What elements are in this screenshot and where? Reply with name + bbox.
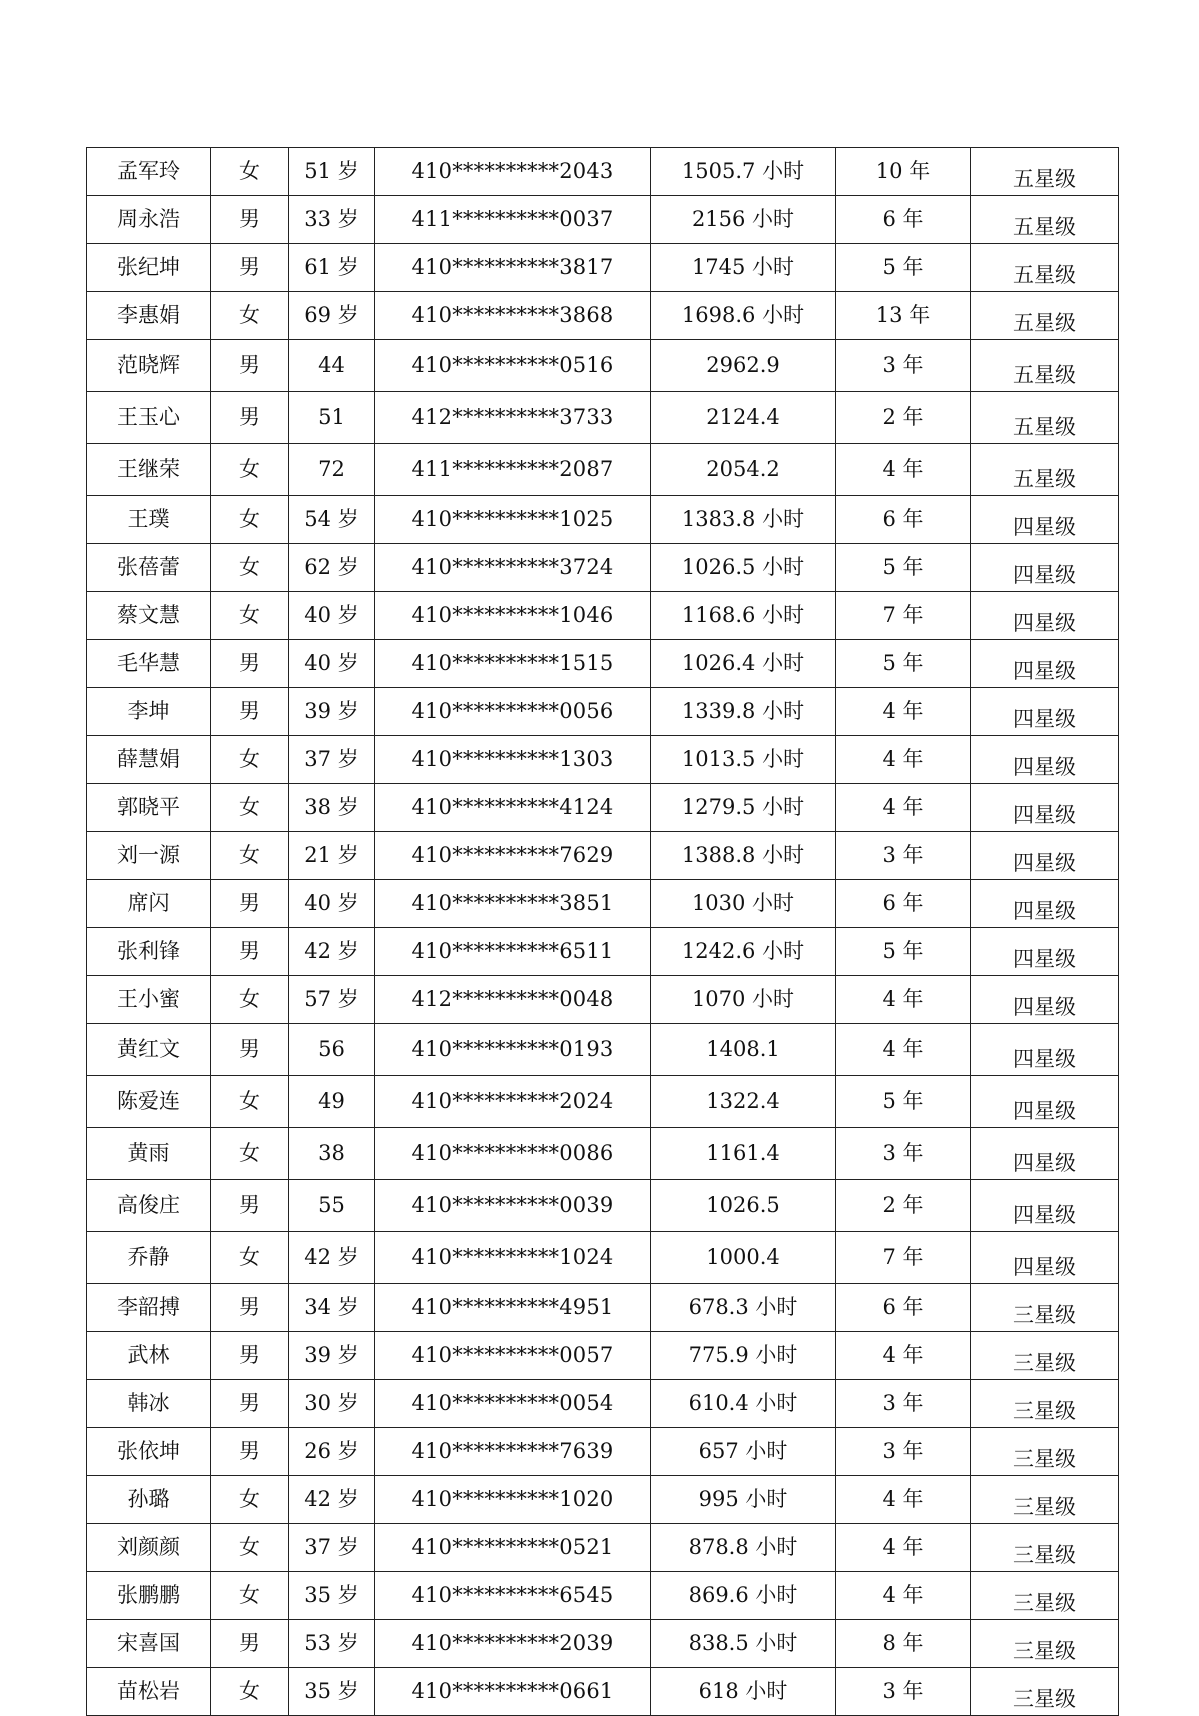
cell-service-years: 4 年 (836, 736, 971, 784)
cell-id-number: 410**********0516 (375, 340, 651, 392)
cell-gender: 男 (211, 1024, 289, 1076)
table-row (87, 784, 1119, 832)
cell-star-level: 五星级 (971, 292, 1119, 340)
cell-age: 72 (289, 444, 375, 496)
table-row (87, 1428, 1119, 1476)
cell-name: 毛华慧 (87, 640, 211, 688)
cell-age: 39 岁 (289, 688, 375, 736)
cell-service-years: 4 年 (836, 688, 971, 736)
cell-star-level: 四星级 (971, 688, 1119, 736)
cell-gender: 女 (211, 1668, 289, 1716)
cell-service-years: 5 年 (836, 1076, 971, 1128)
cell-id-number: 412**********0048 (375, 976, 651, 1024)
cell-service-years: 4 年 (836, 1476, 971, 1524)
cell-name: 王玉心 (87, 392, 211, 444)
cell-service-years: 5 年 (836, 928, 971, 976)
cell-id-number: 410**********1303 (375, 736, 651, 784)
cell-id-number: 410**********0661 (375, 1668, 651, 1716)
cell-service-years: 7 年 (836, 1232, 971, 1284)
cell-star-level: 四星级 (971, 592, 1119, 640)
cell-star-level: 五星级 (971, 392, 1119, 444)
table-row (87, 1024, 1119, 1076)
cell-id-number: 410**********4951 (375, 1284, 651, 1332)
cell-name: 孟军玲 (87, 148, 211, 196)
cell-gender: 女 (211, 1572, 289, 1620)
cell-star-level: 五星级 (971, 196, 1119, 244)
table-row (87, 392, 1119, 444)
cell-id-number: 412**********3733 (375, 392, 651, 444)
cell-age: 37 岁 (289, 736, 375, 784)
cell-service-hours: 1322.4 (651, 1076, 836, 1128)
cell-age: 30 岁 (289, 1380, 375, 1428)
cell-star-level: 三星级 (971, 1620, 1119, 1668)
table-row (87, 196, 1119, 244)
cell-id-number: 410**********0054 (375, 1380, 651, 1428)
cell-id-number: 410**********6511 (375, 928, 651, 976)
cell-name: 李坤 (87, 688, 211, 736)
cell-service-years: 2 年 (836, 1180, 971, 1232)
cell-gender: 女 (211, 976, 289, 1024)
cell-name: 陈爱连 (87, 1076, 211, 1128)
cell-name: 李韶搏 (87, 1284, 211, 1332)
cell-star-level: 四星级 (971, 496, 1119, 544)
cell-service-years: 2 年 (836, 392, 971, 444)
cell-name: 蔡文慧 (87, 592, 211, 640)
table-row (87, 244, 1119, 292)
cell-age: 49 (289, 1076, 375, 1128)
cell-star-level: 四星级 (971, 880, 1119, 928)
cell-service-years: 10 年 (836, 148, 971, 196)
cell-gender: 女 (211, 1524, 289, 1572)
cell-star-level: 三星级 (971, 1668, 1119, 1716)
cell-service-years: 4 年 (836, 784, 971, 832)
table-row (87, 1128, 1119, 1180)
cell-service-hours: 1026.4 小时 (651, 640, 836, 688)
cell-age: 42 岁 (289, 928, 375, 976)
cell-id-number: 410**********2043 (375, 148, 651, 196)
cell-id-number: 410**********7639 (375, 1428, 651, 1476)
cell-id-number: 410**********4124 (375, 784, 651, 832)
cell-service-hours: 1339.8 小时 (651, 688, 836, 736)
cell-gender: 男 (211, 1332, 289, 1380)
cell-age: 51 (289, 392, 375, 444)
volunteer-table-body (87, 148, 1119, 1716)
cell-age: 21 岁 (289, 832, 375, 880)
cell-star-level: 四星级 (971, 1180, 1119, 1232)
cell-age: 62 岁 (289, 544, 375, 592)
cell-service-years: 8 年 (836, 1620, 971, 1668)
cell-star-level: 三星级 (971, 1572, 1119, 1620)
cell-id-number: 410**********0056 (375, 688, 651, 736)
cell-service-years: 4 年 (836, 1024, 971, 1076)
cell-age: 55 (289, 1180, 375, 1232)
cell-service-hours: 618 小时 (651, 1668, 836, 1716)
cell-star-level: 三星级 (971, 1284, 1119, 1332)
cell-service-years: 6 年 (836, 880, 971, 928)
table-row (87, 1284, 1119, 1332)
cell-name: 刘一源 (87, 832, 211, 880)
cell-service-hours: 1408.1 (651, 1024, 836, 1076)
cell-service-hours: 869.6 小时 (651, 1572, 836, 1620)
cell-service-hours: 2124.4 (651, 392, 836, 444)
table-row (87, 340, 1119, 392)
table-row (87, 1076, 1119, 1128)
cell-name: 席闪 (87, 880, 211, 928)
cell-star-level: 五星级 (971, 340, 1119, 392)
cell-service-hours: 1026.5 小时 (651, 544, 836, 592)
cell-star-level: 三星级 (971, 1332, 1119, 1380)
table-row (87, 496, 1119, 544)
table-row (87, 880, 1119, 928)
cell-age: 35 岁 (289, 1668, 375, 1716)
table-row (87, 688, 1119, 736)
cell-service-hours: 1070 小时 (651, 976, 836, 1024)
cell-age: 42 岁 (289, 1232, 375, 1284)
cell-id-number: 410**********3868 (375, 292, 651, 340)
cell-service-hours: 1026.5 (651, 1180, 836, 1232)
cell-gender: 男 (211, 392, 289, 444)
cell-age: 69 岁 (289, 292, 375, 340)
cell-service-years: 3 年 (836, 1128, 971, 1180)
cell-star-level: 四星级 (971, 1024, 1119, 1076)
cell-age: 54 岁 (289, 496, 375, 544)
cell-id-number: 410**********2024 (375, 1076, 651, 1128)
cell-name: 范晓辉 (87, 340, 211, 392)
cell-age: 40 岁 (289, 640, 375, 688)
cell-age: 42 岁 (289, 1476, 375, 1524)
table-row (87, 928, 1119, 976)
cell-age: 57 岁 (289, 976, 375, 1024)
cell-age: 33 岁 (289, 196, 375, 244)
cell-name: 王璞 (87, 496, 211, 544)
cell-service-years: 5 年 (836, 640, 971, 688)
cell-gender: 女 (211, 592, 289, 640)
cell-service-hours: 1383.8 小时 (651, 496, 836, 544)
cell-gender: 男 (211, 1428, 289, 1476)
cell-age: 51 岁 (289, 148, 375, 196)
cell-name: 武林 (87, 1332, 211, 1380)
cell-name: 黄红文 (87, 1024, 211, 1076)
cell-id-number: 410**********3851 (375, 880, 651, 928)
cell-service-hours: 1388.8 小时 (651, 832, 836, 880)
cell-gender: 女 (211, 544, 289, 592)
cell-name: 张纪坤 (87, 244, 211, 292)
cell-star-level: 五星级 (971, 444, 1119, 496)
cell-gender: 女 (211, 736, 289, 784)
cell-service-hours: 657 小时 (651, 1428, 836, 1476)
cell-gender: 女 (211, 832, 289, 880)
cell-name: 刘颜颜 (87, 1524, 211, 1572)
table-row (87, 736, 1119, 784)
cell-name: 孙璐 (87, 1476, 211, 1524)
cell-age: 38 岁 (289, 784, 375, 832)
cell-name: 高俊庄 (87, 1180, 211, 1232)
cell-id-number: 410**********3724 (375, 544, 651, 592)
cell-age: 40 岁 (289, 592, 375, 640)
cell-age: 39 岁 (289, 1332, 375, 1380)
cell-service-years: 4 年 (836, 1332, 971, 1380)
table-row (87, 592, 1119, 640)
cell-service-hours: 1000.4 (651, 1232, 836, 1284)
cell-service-hours: 1030 小时 (651, 880, 836, 928)
cell-gender: 男 (211, 928, 289, 976)
cell-service-hours: 2962.9 (651, 340, 836, 392)
volunteer-table (86, 147, 1119, 1716)
cell-gender: 男 (211, 244, 289, 292)
cell-name: 乔静 (87, 1232, 211, 1284)
cell-gender: 女 (211, 784, 289, 832)
table-row (87, 976, 1119, 1024)
cell-star-level: 三星级 (971, 1476, 1119, 1524)
cell-name: 张利锋 (87, 928, 211, 976)
cell-service-hours: 1745 小时 (651, 244, 836, 292)
cell-name: 郭晓平 (87, 784, 211, 832)
cell-id-number: 410**********2039 (375, 1620, 651, 1668)
cell-name: 宋喜国 (87, 1620, 211, 1668)
cell-service-hours: 838.5 小时 (651, 1620, 836, 1668)
cell-gender: 女 (211, 496, 289, 544)
cell-service-years: 6 年 (836, 1284, 971, 1332)
table-row (87, 640, 1119, 688)
cell-service-hours: 1168.6 小时 (651, 592, 836, 640)
cell-id-number: 410**********6545 (375, 1572, 651, 1620)
cell-name: 韩冰 (87, 1380, 211, 1428)
table-row (87, 832, 1119, 880)
cell-id-number: 410**********0521 (375, 1524, 651, 1572)
cell-gender: 男 (211, 1284, 289, 1332)
cell-age: 35 岁 (289, 1572, 375, 1620)
cell-gender: 男 (211, 640, 289, 688)
cell-name: 李惠娟 (87, 292, 211, 340)
cell-service-years: 5 年 (836, 544, 971, 592)
cell-star-level: 四星级 (971, 736, 1119, 784)
cell-age: 38 (289, 1128, 375, 1180)
cell-service-years: 4 年 (836, 1572, 971, 1620)
cell-service-hours: 1698.6 小时 (651, 292, 836, 340)
cell-service-hours: 1161.4 (651, 1128, 836, 1180)
cell-gender: 男 (211, 1620, 289, 1668)
table-row (87, 148, 1119, 196)
cell-age: 44 (289, 340, 375, 392)
table-row (87, 1476, 1119, 1524)
cell-star-level: 三星级 (971, 1524, 1119, 1572)
cell-age: 61 岁 (289, 244, 375, 292)
cell-star-level: 四星级 (971, 1076, 1119, 1128)
cell-age: 40 岁 (289, 880, 375, 928)
cell-star-level: 五星级 (971, 148, 1119, 196)
cell-age: 26 岁 (289, 1428, 375, 1476)
cell-service-hours: 1505.7 小时 (651, 148, 836, 196)
cell-gender: 女 (211, 1476, 289, 1524)
table-row (87, 1668, 1119, 1716)
cell-gender: 女 (211, 1076, 289, 1128)
table-row (87, 292, 1119, 340)
cell-age: 34 岁 (289, 1284, 375, 1332)
cell-service-hours: 678.3 小时 (651, 1284, 836, 1332)
cell-service-years: 6 年 (836, 196, 971, 244)
cell-age: 37 岁 (289, 1524, 375, 1572)
cell-service-years: 3 年 (836, 1380, 971, 1428)
cell-star-level: 四星级 (971, 928, 1119, 976)
table-row (87, 1620, 1119, 1668)
cell-gender: 男 (211, 880, 289, 928)
cell-star-level: 三星级 (971, 1428, 1119, 1476)
cell-name: 薛慧娟 (87, 736, 211, 784)
cell-id-number: 410**********7629 (375, 832, 651, 880)
cell-service-years: 13 年 (836, 292, 971, 340)
table-row (87, 1380, 1119, 1428)
cell-service-years: 5 年 (836, 244, 971, 292)
cell-name: 张蓓蕾 (87, 544, 211, 592)
cell-service-years: 6 年 (836, 496, 971, 544)
cell-gender: 女 (211, 148, 289, 196)
cell-star-level: 四星级 (971, 640, 1119, 688)
cell-age: 53 岁 (289, 1620, 375, 1668)
cell-star-level: 四星级 (971, 1232, 1119, 1284)
cell-id-number: 410**********1515 (375, 640, 651, 688)
cell-name: 张依坤 (87, 1428, 211, 1476)
table-row (87, 544, 1119, 592)
cell-service-hours: 1013.5 小时 (651, 736, 836, 784)
cell-service-hours: 610.4 小时 (651, 1380, 836, 1428)
cell-service-years: 7 年 (836, 592, 971, 640)
cell-service-hours: 995 小时 (651, 1476, 836, 1524)
cell-id-number: 410**********1025 (375, 496, 651, 544)
cell-service-hours: 1242.6 小时 (651, 928, 836, 976)
cell-star-level: 四星级 (971, 1128, 1119, 1180)
table-row (87, 1572, 1119, 1620)
cell-gender: 男 (211, 196, 289, 244)
cell-star-level: 四星级 (971, 832, 1119, 880)
cell-service-years: 3 年 (836, 340, 971, 392)
cell-star-level: 四星级 (971, 784, 1119, 832)
cell-service-years: 3 年 (836, 1428, 971, 1476)
cell-gender: 男 (211, 340, 289, 392)
cell-star-level: 三星级 (971, 1380, 1119, 1428)
cell-id-number: 411**********0037 (375, 196, 651, 244)
table-row (87, 1180, 1119, 1232)
table-row (87, 444, 1119, 496)
cell-gender: 女 (211, 1128, 289, 1180)
cell-id-number: 410**********0193 (375, 1024, 651, 1076)
cell-id-number: 410**********3817 (375, 244, 651, 292)
cell-service-years: 3 年 (836, 832, 971, 880)
cell-service-years: 4 年 (836, 976, 971, 1024)
cell-service-hours: 1279.5 小时 (651, 784, 836, 832)
cell-service-years: 4 年 (836, 444, 971, 496)
cell-id-number: 410**********0086 (375, 1128, 651, 1180)
cell-name: 王继荣 (87, 444, 211, 496)
cell-service-hours: 878.8 小时 (651, 1524, 836, 1572)
cell-id-number: 410**********1024 (375, 1232, 651, 1284)
cell-name: 周永浩 (87, 196, 211, 244)
cell-id-number: 410**********1020 (375, 1476, 651, 1524)
cell-star-level: 四星级 (971, 544, 1119, 592)
cell-name: 王小蜜 (87, 976, 211, 1024)
cell-gender: 女 (211, 444, 289, 496)
table-row (87, 1332, 1119, 1380)
cell-age: 56 (289, 1024, 375, 1076)
cell-gender: 女 (211, 292, 289, 340)
cell-gender: 女 (211, 1232, 289, 1284)
cell-name: 黄雨 (87, 1128, 211, 1180)
cell-id-number: 410**********1046 (375, 592, 651, 640)
cell-service-hours: 2156 小时 (651, 196, 836, 244)
cell-id-number: 410**********0057 (375, 1332, 651, 1380)
cell-name: 张鹏鹏 (87, 1572, 211, 1620)
cell-star-level: 五星级 (971, 244, 1119, 292)
cell-service-hours: 775.9 小时 (651, 1332, 836, 1380)
cell-service-years: 4 年 (836, 1524, 971, 1572)
cell-id-number: 411**********2087 (375, 444, 651, 496)
cell-name: 苗松岩 (87, 1668, 211, 1716)
table-row (87, 1232, 1119, 1284)
table-row (87, 1524, 1119, 1572)
cell-gender: 男 (211, 688, 289, 736)
cell-service-hours: 2054.2 (651, 444, 836, 496)
cell-service-years: 3 年 (836, 1668, 971, 1716)
cell-gender: 男 (211, 1380, 289, 1428)
cell-star-level: 四星级 (971, 976, 1119, 1024)
cell-id-number: 410**********0039 (375, 1180, 651, 1232)
cell-gender: 男 (211, 1180, 289, 1232)
